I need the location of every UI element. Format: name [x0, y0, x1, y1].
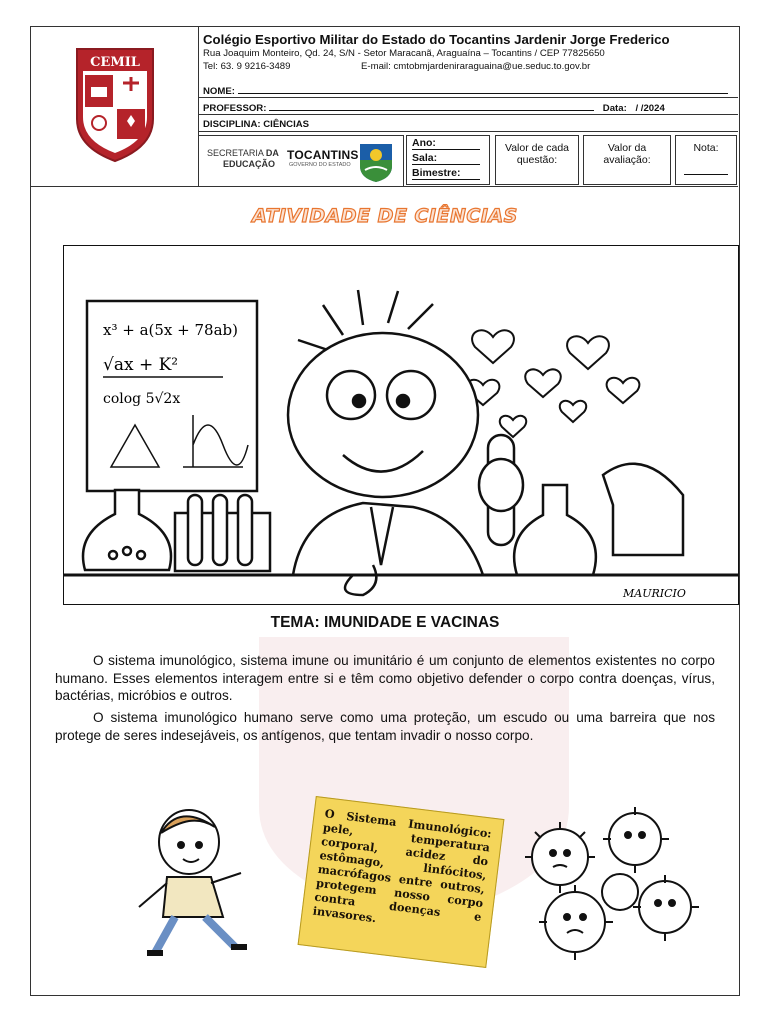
nome-label: NOME:	[203, 86, 235, 97]
professor-label: PROFESSOR:	[203, 103, 267, 114]
nota-label: Nota:	[693, 142, 719, 154]
school-phone: Tel: 63. 9 9216-3489	[203, 61, 291, 72]
valor-questao-cell	[495, 135, 579, 185]
secretaria-label	[207, 148, 279, 158]
valor-avaliacao-cell	[583, 135, 671, 185]
immune-system-note: O Sistema Imunológico: pele, temperatura corporal, acidez do estômago, linfócitos, macrófagos entre outros, protegem nosso corpo contra doenças e invasores.	[298, 796, 505, 968]
illustration-signature: MAURICIO	[623, 587, 686, 600]
school-contact	[203, 61, 733, 72]
activity-title: ATIVIDADE DE CIÊNCIAS	[252, 205, 518, 227]
data-value: / /2024	[635, 103, 665, 114]
viruses-illustration	[515, 797, 705, 967]
secretaria-word: SECRETARIA	[207, 148, 264, 158]
board-formula-2: √ax + K²	[103, 355, 179, 375]
school-address: Rua Joaquim Monteiro, Qd. 24, S/N - Setor Maracanã, Araguaína – Tocantins / CEP 77825650	[203, 48, 605, 59]
professor-line[interactable]	[269, 102, 594, 111]
scientist-lab-illustration	[63, 245, 739, 605]
ano-sala-bimestre-cell	[406, 135, 490, 185]
header-info	[199, 27, 738, 187]
state-coat-of-arms-icon	[357, 140, 395, 184]
nome-line[interactable]	[238, 85, 728, 94]
disciplina-label: DISCIPLINA:	[203, 119, 261, 130]
header-bottom-row	[199, 135, 738, 187]
sala-field[interactable]: Sala:	[412, 153, 480, 165]
ano-field[interactable]: Ano:	[412, 138, 480, 150]
board-formula-1: x³ + a(5x + 78ab)	[103, 321, 238, 339]
data-label: Data:	[602, 103, 627, 114]
secretaria-da: DA	[265, 148, 279, 158]
disciplina-value: CIÊNCIAS	[263, 119, 310, 130]
school-logo-cell	[31, 27, 199, 187]
lesson-theme: TEMA: IMUNIDADE E VACINAS	[270, 614, 500, 631]
educacao-label: EDUCAÇÃO	[223, 159, 276, 169]
valor-avaliacao-label: Valor da avaliação:	[603, 142, 651, 166]
board-formula-3: colog 5√2x	[103, 391, 181, 407]
school-email: E-mail: cmtobmjardeniraraguaina@ue.seduc.to.gov.br	[361, 61, 591, 72]
logo-text: CEMIL	[90, 55, 140, 70]
lab-scene-svg	[63, 245, 739, 605]
school-name: Colégio Esportivo Militar do Estado do Tocantins Jardenir Jorge Frederico	[203, 32, 670, 47]
header	[31, 27, 738, 187]
divider	[199, 97, 738, 98]
nome-field[interactable]	[203, 85, 728, 97]
paragraph-1: O sistema imunológico, sistema imune ou imunitário é um conjunto de elementos existentes no corpo humano. Esses elementos interagem entre si e têm como objetivo defender o corpo contra doenças, vírus, bactérias, micróbios e outros.	[55, 653, 715, 703]
bimestre-field[interactable]: Bimestre:	[412, 168, 480, 180]
disciplina-field	[203, 119, 309, 130]
running-boy-illustration	[119, 797, 269, 967]
paragraph-2: O sistema imunológico humano serve como uma proteção, um escudo ou uma barreira que nos protege de seres indesejáveis, os antígenos, que tentam invadir o nosso corpo.	[55, 710, 715, 743]
government-logos	[199, 135, 404, 187]
professor-field[interactable]	[203, 102, 665, 114]
valor-questao-label: Valor de cada questão:	[504, 142, 569, 166]
governo-label: GOVERNO DO ESTADO	[289, 162, 351, 168]
nota-cell[interactable]	[675, 135, 737, 185]
tocantins-label: TOCANTINS	[287, 148, 359, 162]
nota-line[interactable]	[684, 174, 728, 175]
cemil-shield-logo	[31, 27, 199, 187]
divider	[199, 114, 738, 115]
divider	[199, 131, 738, 132]
worksheet-page	[30, 26, 740, 996]
